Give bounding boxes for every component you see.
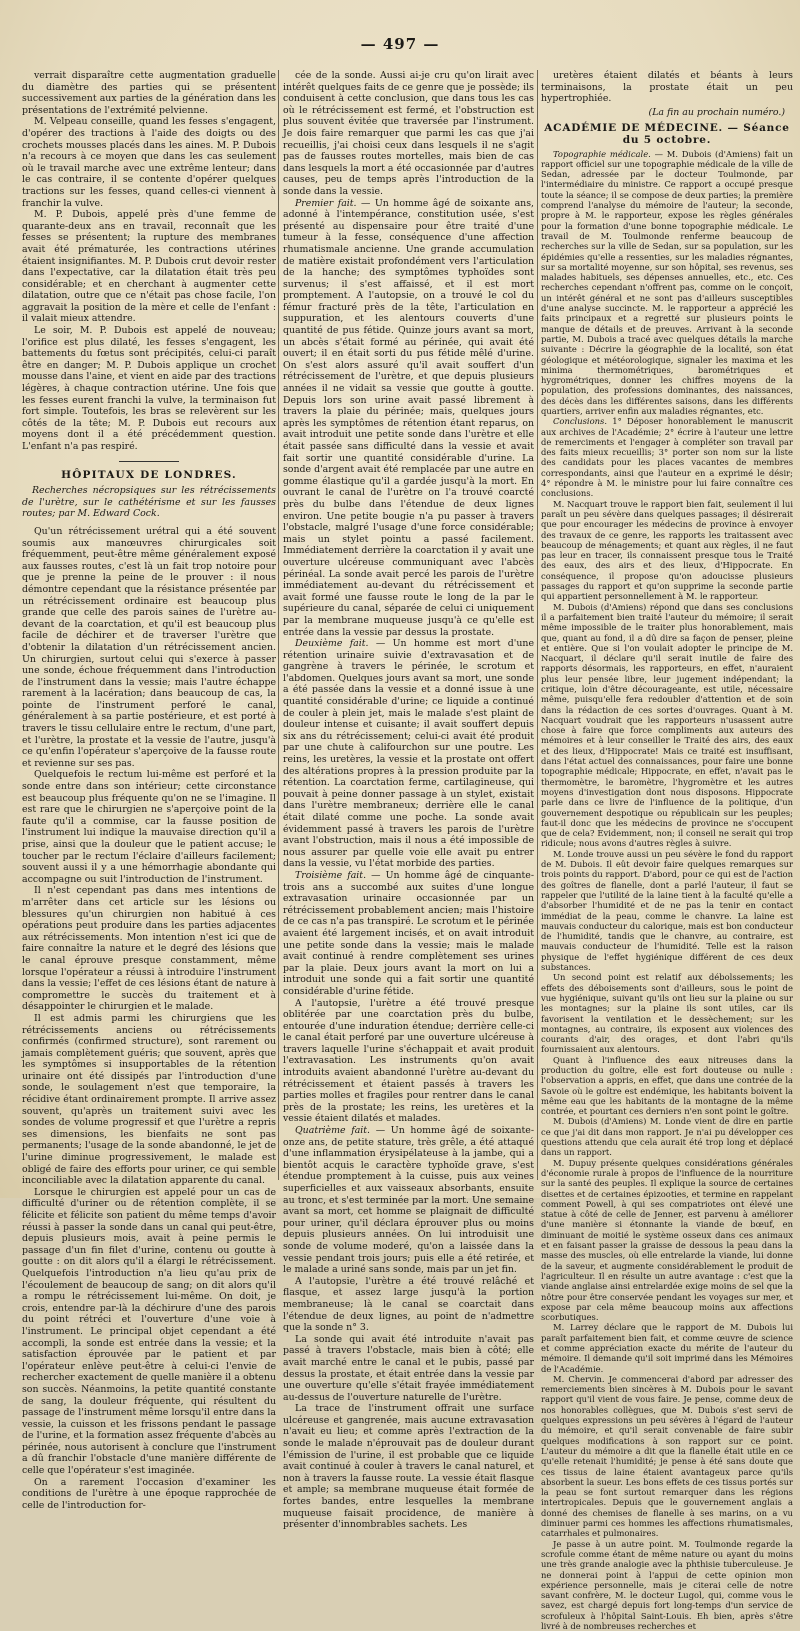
case-paragraph	[541, 149, 793, 417]
paragraph: A l'autopsie, l'urètre a été trouvé relâché et flasque, et assez large jusqu'à la portion membraneuse; là le canal se coarctait dans l'étendue de deux lignes, au point de n'admettre que la sonde n° 3.	[283, 1275, 534, 1334]
section-header: ACADÉMIE DE MÉDECINE. — Séance du 5 octobre.	[544, 122, 790, 146]
paragraph: Quant à l'influence des eaux nitreuses dans la production du goître, elle est fort douteuse ou nulle : l'observation a appris, en effet, que dans une contrée de la Savoie où le goître est endémique, les habitants boivent la même eau que les habitants de la montagne de la même contrée, et pourtant ces derniers n'en sont point le goître.	[541, 1054, 793, 1117]
academy-report	[541, 149, 793, 1631]
column-divider	[278, 70, 279, 1180]
topic-label: Topographie médicale.	[553, 148, 651, 159]
case-text: — Un homme âgé de soixante-onze ans, de petite stature, très grêle, a été attaqué d'une inflammation érysipélateuse à la jambe, qui a bientôt acquis le caractère typhoïde grave, s'est étendue promptement à la cuisse, puis aux veines superficielles et aux vaisseaux absorbants, ensuite au tronc, et s'est terminée par la mort. Une semaine avant sa mort, cet homme se plaignait de difficulté pour uriner, qu'il déclara éprouver plus ou moins depuis plusieurs années. On lui introduisit une sonde de volume moderé, qu'on a laissée dans la vessie pendant trois jours; puis elle a été retirée, et le malade a uriné sans sonde, mais par un jet fin.	[283, 1125, 535, 1276]
case-paragraph	[541, 416, 793, 498]
paragraph: cée de la sonde. Aussi ai-je cru qu'on lirait avec intérêt quelques faits de ce genre que je possède; ils conduisent à cette conclusion, que dans tous les cas où le rétrécissement est fermé, et l'obstruction est plus souvent évitée que traversée par l'instrument. Je dois faire remarquer que parmi les cas que j'ai recueillis, j'ai choisi ceux dans lesquels il ne s'agit pas de fausses routes mortelles, mais bien de cas dans lesquels la mort a été occasionnée par d'autres causes, peu de temps après l'introduction de la sonde dans la vessie.	[283, 70, 534, 197]
paragraph: On a rarement l'occasion d'examiner les conditions de l'urètre à une époque rapprochée de celle de l'introduction for-	[22, 1476, 276, 1511]
case-label: Premier fait.	[295, 197, 357, 209]
case-label: Quatrième fait.	[295, 1125, 371, 1137]
paragraph: verrait disparaître cette augmentation graduelle du diamètre des parties qui se présentent successivement aux parties de la génération dans les présentations de l'extrémité pelvienne.	[22, 70, 276, 116]
column-1	[22, 70, 276, 1511]
continuation-note: (La fin au prochain numéro.)	[648, 106, 785, 118]
paragraph: M. Londe trouve aussi un peu sévère le fond du rapport de M. Dubois. Il eût devoir faire quelques remarques sur trois points du rapport. D'abord, pour ce qui est de l'action des goîtres de flanelle, dont a parlé l'auteur, il faut se rappeler que l'utilité de la laine tient à la faculté qu'elle a d'absorber l'humidité et de ne pas la tenir en contact immédiat de la peau, comme le chanvre. La laine est mauvais conducteur du calorique, mais est bon conducteur de l'humidité, tandis que le chanvre, au contraire, est mauvais conducteur de l'humidité. Telle est la raison physique de l'effet hygiénique différent de ces deux substances.	[541, 848, 793, 973]
case-paragraph	[283, 198, 534, 639]
paragraph: M. Velpeau conseille, quand les fesses s'engagent, d'opérer des tractions à l'aide des doigts ou des crochets mousses placés dans les aines. M. P. Dubois n'a recours à ce moyen que dans les cas seulement où le travail marche avec une extrême lenteur; dans le cas contraire, il se contente d'opérer quelques tractions sur les fesses, quand celles-ci viennent à franchir la vulve.	[22, 116, 276, 209]
paragraph: Il n'est cependant pas dans mes intentions de m'arrêter dans cet article sur les lésions ou blessures qu'un chirurgien non habitué à ces opérations peut produire dans les parties adjacentes aux rétrécissements. Mon intention n'est ici que de faire connaître la nature et le degré des lésions que le canal éprouve presque constamment, même lorsque l'opérateur a réussi à introduire l'instrument dans la vessie; l'effet de ces lésions étant de nature à compromettre le succès du traitement et à désappointer le chirurgien et le malade.	[22, 885, 276, 1013]
paragraph: M. Dupuy présente quelques considérations générales d'économie rurale à propos de l'influence de la nourriture sur la santé des peuples. Il explique la source de certaines disettes et de certaines épizooties, et termine en rappelant comment Powell, à qui ses compatriotes ont élevé une statue à côté de celle de Jenner, est parvenu à améliorer d'une manière si étonnante la viande de bœuf, en diminuant de moitié le système osseux dans ces animaux et en faisant passer la graisse de dessous la peau dans la masse des muscles, où elle entrelarde la viande, lui donne de la saveur, et augmente considérablement le produit de l'agriculteur. Il en résulte un autre avantage : c'est que la viande anglaise ainsi entrelardée exige moins de sel que la nôtre pour être conservée pendant les voyages sur mer, et expose par cela même beaucoup moins aux affections scorbutiques.	[541, 1157, 793, 1323]
case-text: — Un homme âgé de cinquante-trois ans a succombé aux suites d'une longue extravasation urinaire occasionnée par un rétrécissement probablement ancien; mais l'histoire de ce cas n'a pas transpiré. Le scrotum et le périnée avaient été largement incisés, et on avait introduit une petite sonde dans la vessie; mais le malade avait continué à rendre complètement ses urines par la plaie. Deux jours avant la mort on lui a introduit une sonde qui a fait sortir une quantité considérable d'urine fétide.	[283, 869, 534, 997]
case-paragraph	[283, 1125, 534, 1276]
paragraph: Un second point est relatif aux débolssements; les effets des déboisements sont d'ailleurs, sous le point de vue hygiénique, suivant qu'ils ont lieu sur la plaine ou sur les montagnes; sur la plaine ils sont utiles, car ils favorisent la ventilation et le dessèchement; sur les montagnes, au contraire, ils exposent aux violences des courants d'air, des orages, et dont l'abri qu'ils fournissaient aux alentours.	[541, 972, 793, 1055]
topic-text: — M. Dubois (d'Amiens) fait un rapport officiel sur une topographie médicale de la ville de Sedan, adressée par le docteur Toulmonde, par l'intermédiaire du ministre. Ce rapport a occupé presque toute la séance; il se compose de deux parties; la première comprend l'analyse du mémoire de l'auteur; la seconde, propre à M. le rapporteur, expose les règles générales pour la formation d'une bonne topographie médicale. Le travail de M. Toulmonde renferme beaucoup de recherches sur la ville de Sedan, sur sa population, sur les épidémies qu'elle a ressenties, sur les maladies régnantes, sur sa mortalité moyenne, sur son hôpital, ses revenus, ses malades habituels, ses dépenses annuelles, etc., etc. Ces recherches cependant n'offrent pas, comme on le conçoit, un intérêt général et ne sont pas d'ailleurs susceptibles d'une analyse succincte. M. le rapporteur a apprécié les faits principaux et a regretté sur plusieurs points le manque de détails et de preuves. Arrivant à la seconde partie, M. Dubois a tracé avec quelques détails la marche suivante : Décrire la géographie de la localité, son état géologique et météorologique, signaler les maxima et les minima thermométriques, barométriques et hygrométriques, donner les chiffres moyens de la population, des professions dominantes, des naissances, des décès dans les différentes saisons, dans les différents quartiers, arriver enfin aux maladies régnantes, etc.	[541, 148, 793, 416]
section-separator	[119, 461, 179, 462]
paragraph: Le soir, M. P. Dubois est appelé de nouveau; l'orifice est plus dilaté, les fesses s'engagent, les battements du fœtus sont précipités, celui-ci paraît être en danger; M. P. Dubois applique un crochet mousse dans l'aine, et vient en aide par des tractions légères, à chaque contraction utérine. Une fois que les fesses eurent franchi la vulve, la terminaison fut fort simple. Toutefois, les bras se relevèrent sur les côtés de la tête; M. P. Dubois eut recours aux moyens dont il a été précédemment question. L'enfant n'a pas respiré.	[22, 325, 276, 452]
paragraph: La trace de l'instrument offrait une surface ulcéreuse et gangrenée, mais aucune extravasation n'avait eu lieu; et comme après l'extraction de la sonde le malade n'éprouvait pas de douleur durant l'émission de l'urine, il est probable que ce liquide avait continué à couler à travers le canal naturel, et non à travers la fausse route. La vessie était flasque et ample; sa membrane muqueuse était formée de fortes bandes, entre lesquelles la membrane muqueuse faisait procidence, de manière à présenter d'innombrables sachets. Les	[283, 1403, 534, 1531]
case-text: — Un homme âgé de soixante ans, adonné à l'intempérance, constitution usée, s'est présenté au dispensaire pour être traité d'une tumeur à la fesse, conséquence d'une affection rhumatismale ancienne. Une grande accumulation de matière existait profondément vers l'articulation de la hanche; des symptômes typhoïdes sont survenus; il s'est affaissé, et il est mort promptement. A l'autopsie, on a trouvé le col du fémur fracturé près de la tête, l'articulation en suppuration, et les alentours couverts d'une quantité de pus fétide. Quinze jours avant sa mort, un abcès s'était formé au périnée, qui avait été ouvert; il en était sorti du pus fétide mêlé d'urine. On s'est alors assuré qu'il avait souffert d'un rétrécissement de l'urètre, et que depuis plusieurs années il ne vidait sa vessie que goutte à goutte. Depuis lors son urine avait passé librement à travers la plaie du périnée; mais, quelques jours après les symptômes de rétention étant reparus, on avait introduit une petite sonde dans l'urètre et elle était passée sans difficulté dans la vessie et avait fait sortir une quantité considérable d'urine. La sonde d'argent avait été remplacée par une autre en gomme élastique qu'il a gardée jusqu'à la mort. En ouvrant le canal de l'urètre on l'a trouvé coarcté près du bulbe dans l'étendue de deux lignes environ. Une petite bougie n'a pu passer à travers l'obstacle, malgré l'usage d'une force considérable; mais un stylet pointu a passé facilement. Immédiatement derrière la coarctation il y avait une ouverture ulcéreuse communiquant avec l'abcès périnéal. La sonde avait percé les parois de l'urètre immédiatement au-devant du rétrécissement et avait formé une fausse route le long de la par le supérieure du canal, séparée de celui ci uniquement par la membrane muqueuse jusqu'à ce qu'elle est entrée dans la vessie par dessus la prostate.	[283, 197, 535, 638]
paragraph: M. Dubois (d'Amiens) M. Londe vient de dire en partie ce que j'ai dit dans mon rapport. Je n'ai pu développer ces questions attendu que cela aurait été trop long et déplacé dans un rapport.	[541, 1116, 793, 1158]
paragraph: Quelquefois le rectum lui-même est perforé et la sonde entre dans son intérieur; cette circonstance est beaucoup plus fréquente qu'on ne se l'imagine. Il est rare que le chirurgien ne s'aperçoive point de la faute qu'il a commise, car la fausse position de l'instrument lui indique la mauvaise direction qu'il a prise, ainsi que la douleur que le patient accuse; le toucher par le rectum l'éclaire d'ailleurs facilement; souvent aussi il y a une hémorrhagie abondante qui accompagne ou suit l'introduction de l'instrument.	[22, 769, 276, 885]
paragraph: M. P. Dubois, appelé près d'une femme de quarante-deux ans en travail, reconnaît que les fesses se présentent; la rupture des membranes avait été prématurée, les contractions utérines étaient insignifiantes. M. P. Dubois crut devoir rester dans l'expectative, car la dilatation était très peu considérable; et en cherchant à augmenter cette dilatation, outre que ce n'était pas chose facile, l'on aggravait la position de la mère et celle de l'enfant : il valait mieux attendre.	[22, 209, 276, 325]
case-label: Troisième fait.	[295, 869, 367, 881]
paragraph: M. Nacquart trouve le rapport bien fait, seulement il lui paraît un peu sévère dans quelques passages; il désirerait que pour encourager les médecins de province à envoyer des travaux de ce genre, les rapports les traitassent avec beaucoup de ménagements; et quant aux règles, il ne faut pas leur en tracer, ils connaissent presque tous le Traité des eaux, des airs et des lieux, d'Hippocrate. En conséquence, il propose qu'on adoucisse plusieurs passages du rapport et qu'on supprime la seconde partie qui appartient personnellement à M. le rapporteur.	[541, 498, 793, 602]
column-2	[283, 70, 535, 1531]
column-3	[541, 70, 793, 1631]
topic-text: 1° Déposer honorablement le manuscrit aux archives de l'Académie; 2° écrire à l'auteur une lettre de remerciments et l'engager à compléter son travail par des faits mieux recueillis; 3° porter son nom sur la liste des candidats pour les places vacantes de membres correspondants, ainsi que l'auteur en a exprimé le désir; 4° répondre à M. le ministre pour lui faire connaître ces conclusions.	[541, 416, 793, 499]
paragraph: M. Dubois (d'Amiens) répond que dans ses conclusions il a parfaitement bien traité l'auteur du mémoire; il serait même impossible de le traiter plus honorablement, mais que, quant au fond, il a dû dire sa façon de penser, pleine et entière. Que si l'on voulait adopter le principe de M. Nacquart, il déclare qu'il serait inutile de faire des rapports désormais, les rapporteurs, en effet, n'auraient plus leur pensée libre, leur jugement indépendant; la critique, loin d'être décourageante, est utile, nécessaire même, puisqu'elle fera redoubler d'attention et de soin dans la rédaction de ces sortes d'ouvrages. Quant à M. Nacquart voudrait que les rapporteurs n'usassent autre chose à faire que force compliments aux auteurs des mémoires et à leur conseiller le Traité des airs, des eaux et des lieux, d'Hippocrate! Mais ce traité est insuffisant, dans l'état actuel des connaissances, pour faire une bonne topographie médicale; Hippocrate, en effet, n'avait pas le thermomètre, le baromètre, l'hygromètre et les autres moyens d'investigation dont nous disposons. Hippocrate parle dans ce livre de l'influence de la politique, d'un gouvernement despotique ou républicain sur les peuples; faut-il donc que les médecins de province ne s'occupent que de cela? Evidemment, non; il conseil ne serait qui trop ridicule; nous avons d'autres règles à suivre.	[541, 601, 793, 849]
section-header: HÔPITAUX DE LONDRES.	[61, 468, 237, 481]
case-text: — Un homme est mort d'une rétention urinaire suivie d'extravasation et de gangrène à travers le périnée, le scrotum et l'abdomen. Quelques jours avant sa mort, une sonde a été passée dans la vessie et a donné issue à une quantité considérable d'urine; ce liquide a continué de couler à plein jet, mais le malade s'est plaint de douleur intense et cuisante; il avait souffert depuis six ans du rétrécissement; celui-ci avait été produit par une chute à califourchon sur une poutre. Les reins, les uretères, la vessie et la prostate ont offert des altérations propres à la pression produite par la rétention. La coarctation ferme, cartilagineuse, qui pouvait à peine donner passage à un stylet, existait dans l'urètre membraneux; derrière elle le canal était dilaté comme une poche. La sonde avait évidemment passé à travers les parois de l'urètre avant l'obstruction, mais il nous a été impossible de nous assurer par quelle voie elle avait pu entrer dans la vessie, vu l'état morbide des parties.	[283, 638, 534, 870]
case-paragraph	[283, 870, 534, 998]
paragraph: A l'autopsie, l'urètre a été trouvé presque oblitérée par une coarctation près du bulbe, entourée d'une induration étendue; derrière celle-ci le canal était perforé par une ouverture ulcéreuse à travers laquelle l'urine s'échappait et avait produit l'extravasation. Les instruments qu'on avait introduits avaient abandonné l'urètre au-devant du rétrécissement et étaient passés à travers les parties molles et fragiles pour rentrer dans le canal près de la prostate; les reins, les uretères et la vessie étaient dilatés et malades.	[283, 997, 534, 1125]
paragraph: Je passe à un autre point. M. Toulmonde regarde la scrofule comme étant de même nature ou ayant du moins une très grande analogie avec la phthisie tuberculeuse. Je ne donnerai point à l'appui de cette opinion mon expérience personnelle, mais je citerai celle de notre savant confrère, M. le docteur Lugol, qui, comme vous le savez, est chargé depuis fort long-temps d'un service de scrofuleux à l'hôpital Saint-Louis. Eh bien, après s'être livré à de nombreuses recherches et	[541, 1538, 793, 1631]
topic-label: Conclusions.	[553, 416, 607, 427]
paragraph: uretères étaient dilatés et béants à leurs terminaisons, la prostate était un peu hypertrophiée.	[541, 70, 793, 105]
article-subtitle: Recherches nécropsiques sur les rétrécissements de l'urètre, sur le cathétérisme et sur les fausses routes; par M. Edward Cock.	[22, 485, 276, 520]
paragraph: Il est admis parmi les chirurgiens que les rétrécissements anciens ou rétrécissements confirmés (confirmed structure), sont rarement ou jamais complètement guéris; que souvent, après que les symptômes si insupportables de la rétention urinaire ont été dissipés par l'introduction d'une sonde, le soulagement n'est que temporaire, la récidive étant ordinairement prompte. Il arrive assez souvent, qu'après un traitement suivi avec les sondes de volume progressif et que l'urètre a repris ses dimensions, les bienfaits ne sont pas permanents; l'usage de la sonde abandonné, le jet de l'urine diminue progressivement, le malade est obligé de faire des efforts pour uriner, ce qui semble inconciliable avec la dilatation apparente du canal.	[22, 1012, 276, 1187]
paragraph: Lorsque le chirurgien est appelé pour un cas de difficulté d'uriner ou de rétention complète, il se félicite et félicite son patient du même temps d'avoir réussi à passer la sonde dans un canal qui peut-être, depuis plusieurs mois, avait à peine permis le passage d'un fin filet d'urine, contenu ou goutte à goutte : on dit alors qu'il a élargi le rétrécissement. Quelquefois l'introduction n'a lieu qu'au prix de l'écoulement de beaucoup de sang; on dit alors qu'il a rompu le rétrécissement lui-même. On doit, je crois, entendre par-là la déchirure d'une des parois du point rétréci et l'ouverture d'une voie à l'instrument. Le principal objet cependant a été accompli, la sonde est entrée dans la vessie; et la satisfaction éprouvée par le patient et par l'opérateur enlève peut-être à celui-ci l'envie de rechercher exactement de quelle manière il a obtenu son succès. Néanmoins, la petite quantité constante de sang, la douleur fréquente, qui résultent du passage de l'instrument même lorsqu'il entre dans la vessie, la cuisson et les frissons pendant le passage de l'urine, et la formation assez fréquente d'abcès au périnée, nous autorisent à conclure que l'instrument a dû franchir l'obstacle d'une manière différente de celle que l'opérateur s'est imaginée.	[22, 1186, 276, 1477]
paragraph: La sonde qui avait été introduite n'avait pas passé à travers l'obstacle, mais bien à côté; elle avait marché entre le canal et le pubis, passé par dessus la prostate, et était entrée dans la vessie par une ouverture qu'elle s'était frayée immédiatement au-dessus de l'ouverture naturelle de l'urètre.	[283, 1333, 534, 1403]
paragraph: M. Chervin. Je commencerai d'abord par adresser des remerciements bien sincères à M. Dubois pour le savant rapport qu'il vient de vous faire. Je pense, comme deux de nos honorables collègues, que M. Dubois s'est servi de quelques expressions un peu sévères à l'égard de l'auteur du mémoire, et qu'il serait convenable de faire subir quelques modifications à son rapport sur ce point. L'auteur du mémoire a dit que la flanelle était utile en ce qu'elle retenait l'humidité; je pense à été sans doute que ces tissus de laine étaient avantageux parce qu'ils absorbent la sueur. Les bons effets de ces tissus portés sur la peau se font surtout remarquer dans les régions intertropicales. Depuis que le gouvernement anglais a donné des chemises de flanelle à ses marins, on a vu diminuer parmi ces hommes les affections rhumatismales, catarrhales et pulmonaires.	[541, 1373, 793, 1539]
paragraph: M. Larrey déclare que le rapport de M. Dubois lui paraît parfaitement bien fait, et comme œuvre de science et comme appréciation exacte du mérite de l'auteur du mémoire. Il demande qu'il soit imprimé dans les Mémoires de l'Académie.	[541, 1322, 793, 1374]
paragraph: Qu'un rétrécissement urétral qui a été souvent soumis aux manœuvres chirurgicales soit fréquemment, peut-être même généralement exposé aux fausses routes, c'est là un fait trop notoire pour que je prenne la peine de le prouver : il nous démontre cependant que la résistance présentée par un rétrécissement ordinaire est beaucoup plus grande que celle des parois saines de l'urètre au-devant de la coarctation, et qu'il est beaucoup plus facile de déchirer et de traverser l'urètre que d'obtenir la dilatation d'un rétrécissement ancien. Un chirurgien, surtout celui qui s'exerce à passer une sonde, échoue fréquemment dans l'introduction de l'instrument dans la vessie; mais l'autre échappe rarement à la lacération; dans beaucoup de cas, la pointe de l'instrument perforé le canal, généralement à sa partie postérieure, et est porté à travers le tissu cellulaire entre le rectum, d'une part, et l'urètre, la prostate et la vessie de l'autre, jusqu'à ce qu'enfin l'opérateur s'aperçoive de la fausse route et revienne sur ses pas.	[22, 525, 276, 769]
column-divider	[537, 70, 538, 1180]
case-paragraph	[283, 638, 534, 870]
case-label: Deuxième fait.	[295, 638, 369, 650]
page-number: — 497 —	[360, 35, 440, 53]
